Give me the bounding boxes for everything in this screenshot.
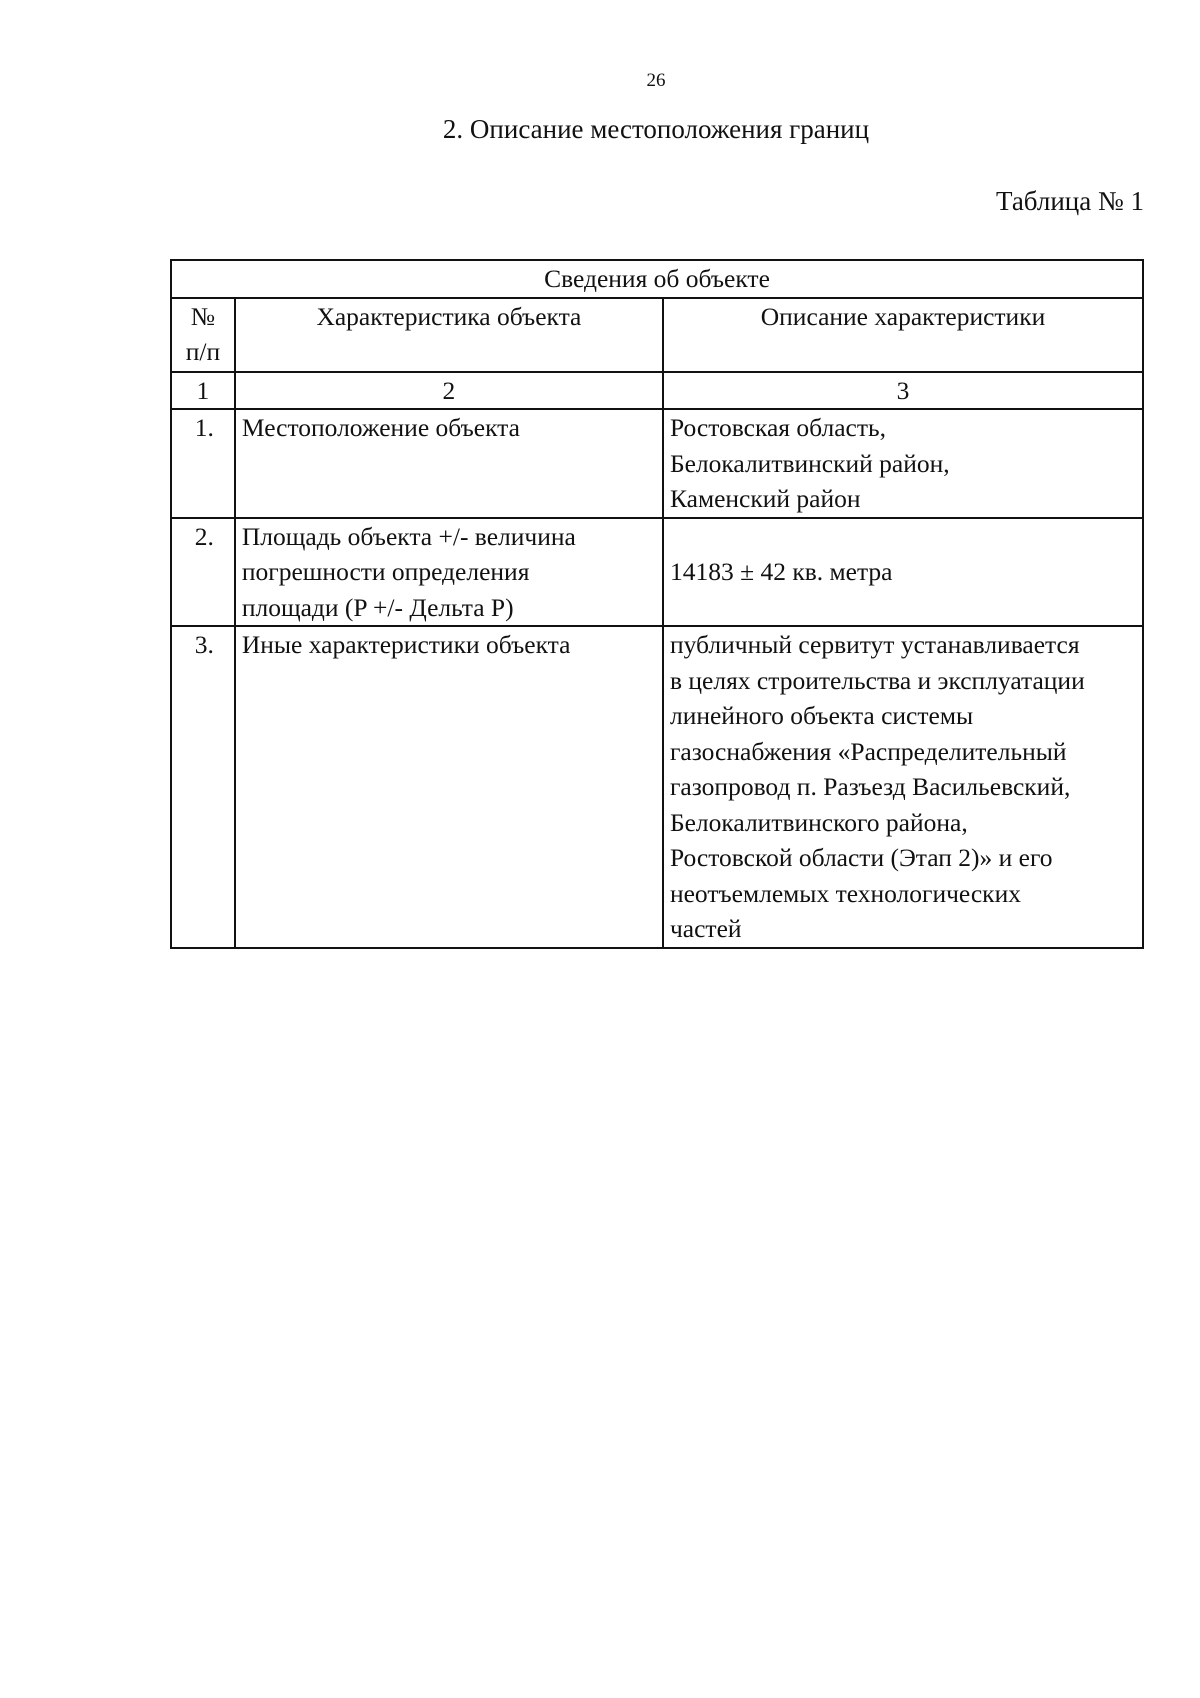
characteristic-line: погрешности определения xyxy=(241,557,530,586)
row-description xyxy=(663,409,1143,518)
description-line: Ростовская область, xyxy=(669,413,887,442)
description-line: Каменский район xyxy=(669,484,861,513)
column-index-row xyxy=(171,372,1143,410)
column-index-3: 3 xyxy=(663,372,1143,410)
header-num-line1: № xyxy=(190,301,216,331)
column-index-2: 2 xyxy=(235,372,663,410)
header-characteristic: Характеристика объекта xyxy=(235,298,663,372)
row-number: 3. xyxy=(171,626,235,948)
row-number: 1. xyxy=(171,409,235,518)
table-row xyxy=(171,626,1143,948)
table-row xyxy=(171,518,1143,627)
row-characteristic: Иные характеристики объекта xyxy=(235,626,663,948)
table-caption: Сведения об объекте xyxy=(171,260,1143,298)
description-line: газопровод п. Разъезд Васильевский, xyxy=(669,772,1071,801)
description-line: Ростовской области (Этап 2)» и его xyxy=(669,843,1053,872)
table-row xyxy=(171,409,1143,518)
header-num xyxy=(171,298,235,372)
description-line: газоснабжения «Распределительный xyxy=(669,736,1067,766)
characteristic-line: Площадь объекта +/- величина xyxy=(241,521,576,551)
object-info-table xyxy=(170,259,1144,949)
table-header-row xyxy=(171,298,1143,372)
table-caption-row xyxy=(171,260,1143,298)
header-num-line2: п/п xyxy=(185,337,221,366)
description-line: публичный сервитут устанавливается xyxy=(669,630,1080,659)
description-line: неотъемлемых технологических xyxy=(669,878,1021,908)
row-description: 14183 ± 42 кв. метра xyxy=(663,518,1143,627)
header-description: Описание характеристики xyxy=(663,298,1143,372)
characteristic-line: площади (P +/- Дельта P) xyxy=(241,592,514,622)
section-title: 2. Описание местоположения границ xyxy=(442,114,870,144)
description-line: в целях строительства и эксплуатации xyxy=(669,665,1085,695)
description-line: частей xyxy=(669,914,742,943)
description-line: линейного объекта системы xyxy=(669,701,974,730)
page-number: 26 xyxy=(646,70,666,91)
table-label: Таблица № 1 xyxy=(996,186,1144,216)
row-characteristic: Местоположение объекта xyxy=(235,409,663,518)
row-characteristic xyxy=(235,518,663,627)
row-description xyxy=(663,626,1143,948)
column-index-1: 1 xyxy=(171,372,235,410)
description-line: Белокалитвинского района, xyxy=(669,807,968,837)
description-line: Белокалитвинский район, xyxy=(669,448,950,478)
row-number: 2. xyxy=(171,518,235,627)
